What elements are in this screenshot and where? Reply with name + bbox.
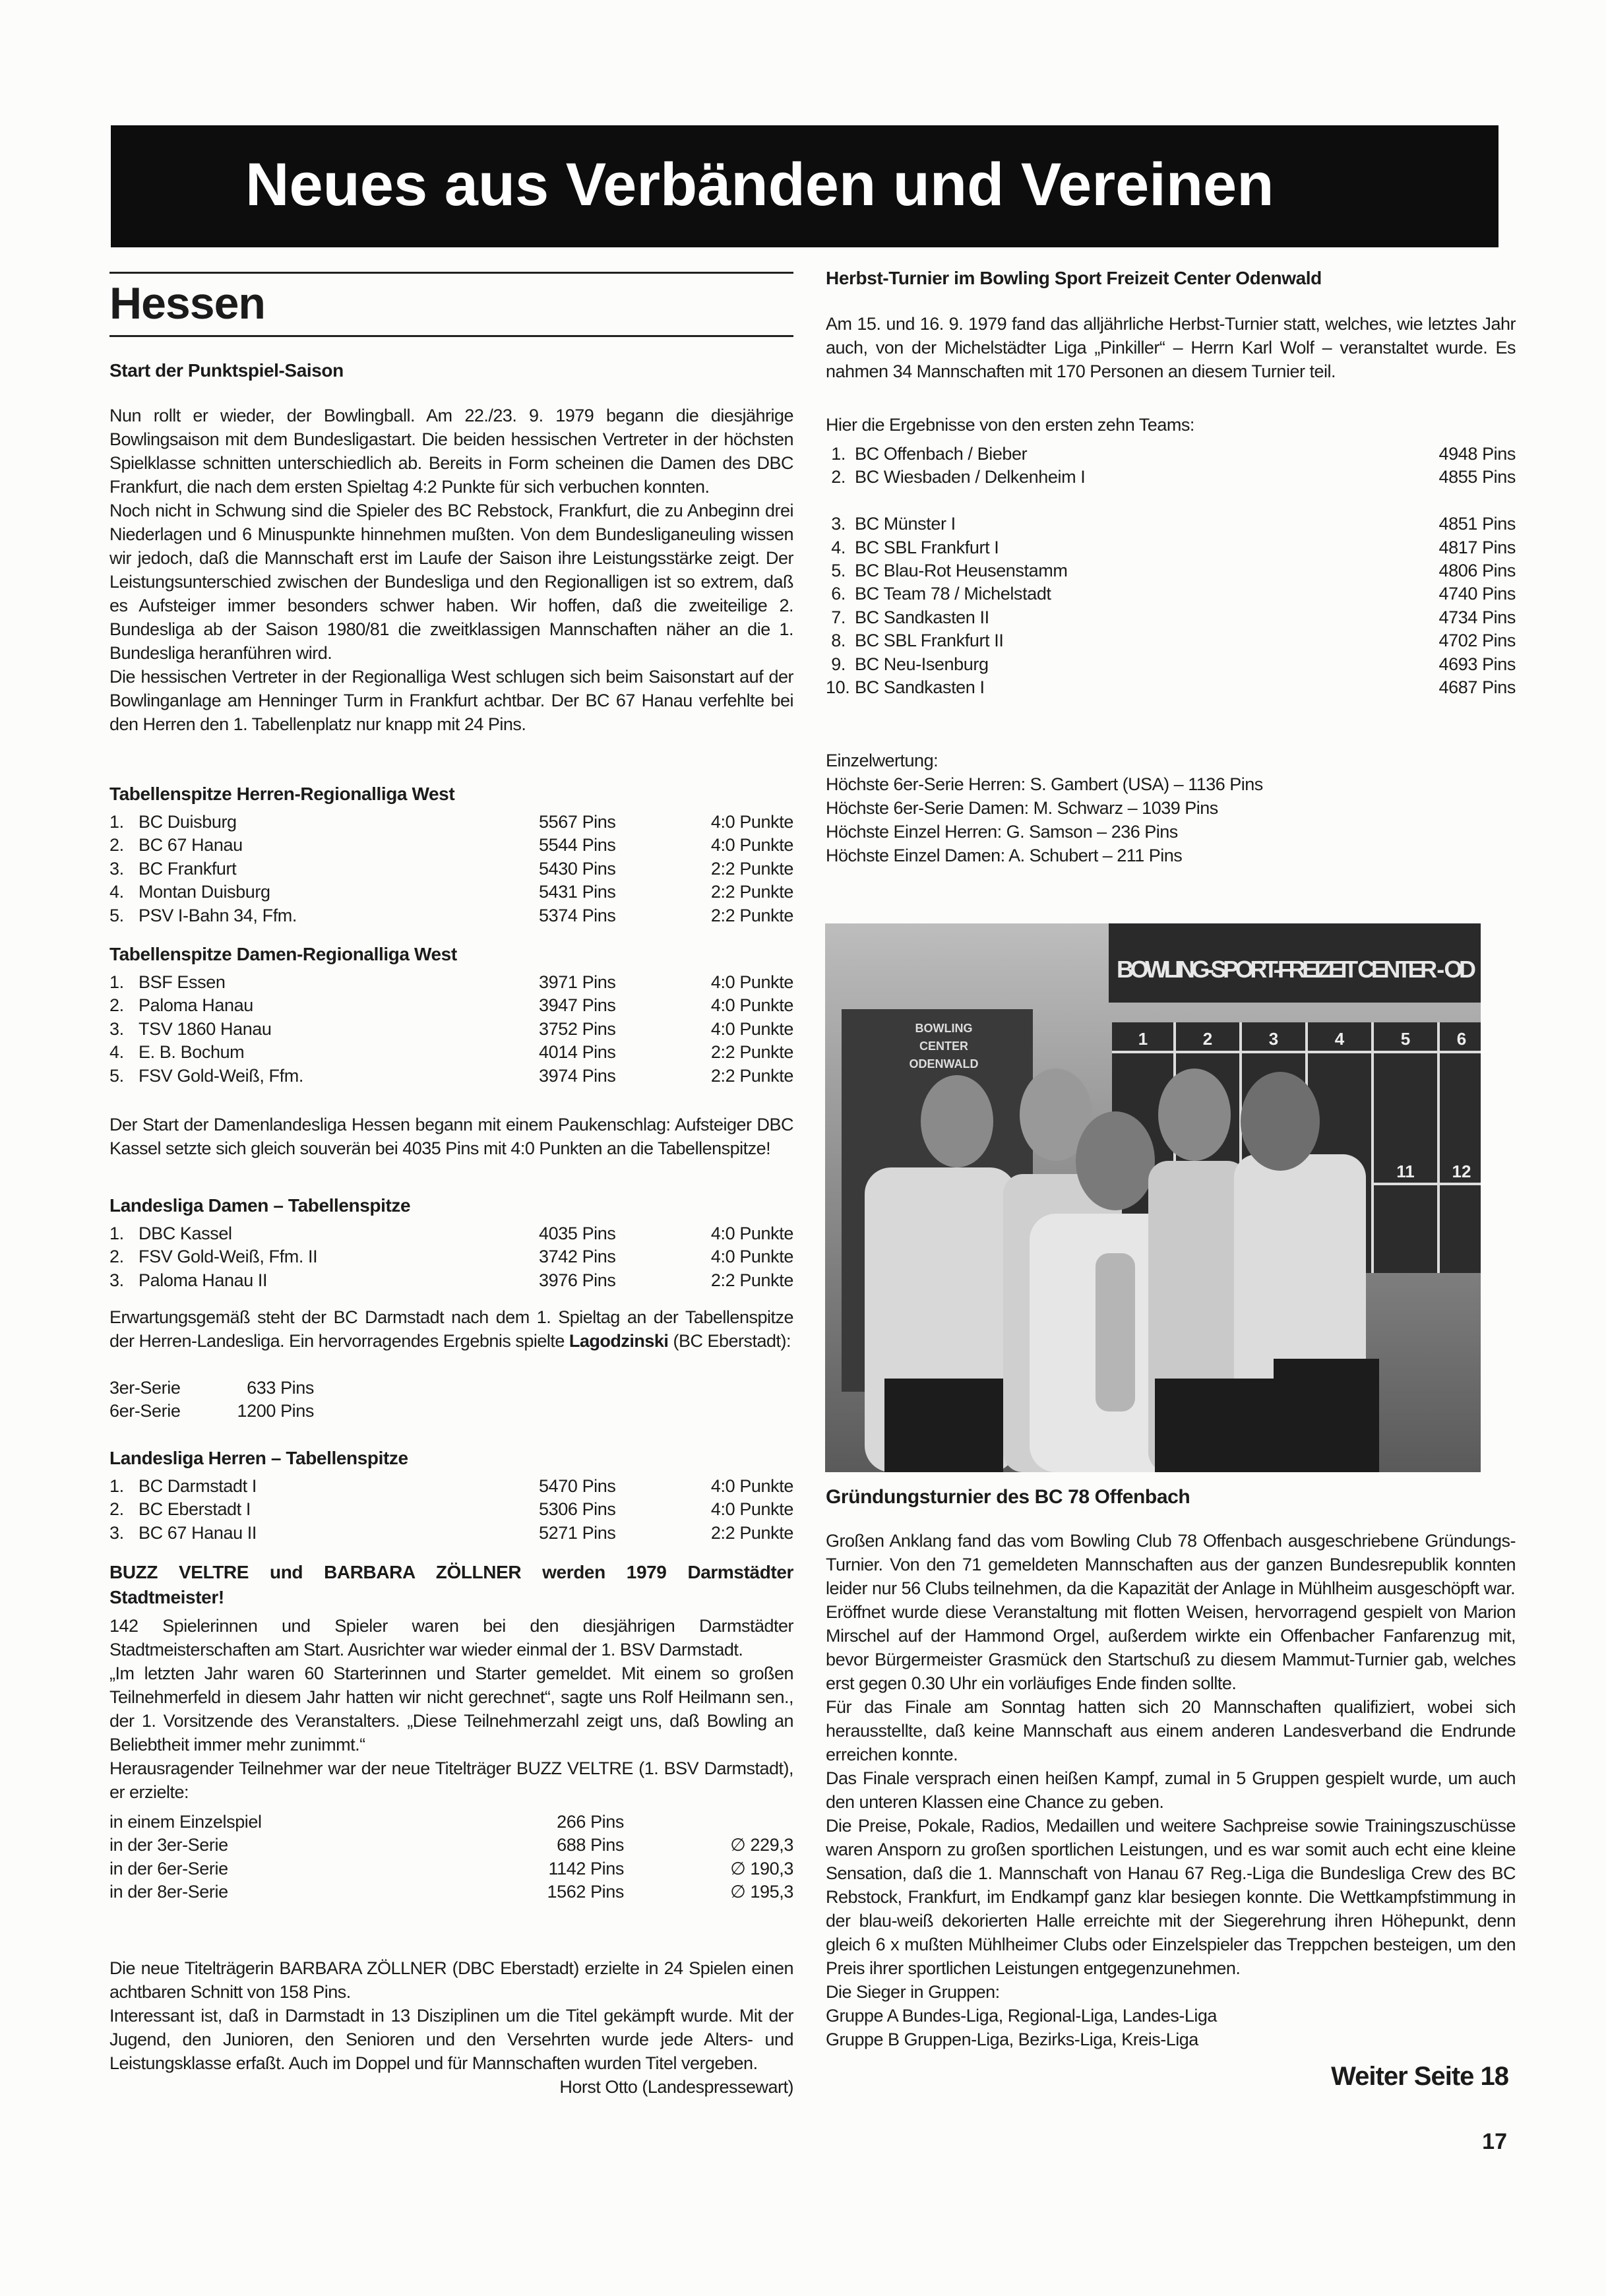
cell-points: 4:0 Punkte: [710, 812, 793, 832]
list-item: Höchste Einzel Herren: G. Samson – 236 Pins: [826, 822, 1178, 842]
cell-pins: 1142 Pins: [548, 1858, 624, 1878]
table-row: [109, 1475, 793, 1498]
cell-team: Montan Duisburg: [139, 882, 270, 902]
photo-illustration: [825, 923, 1481, 1472]
continued-link[interactable]: Weiter Seite 18: [1331, 2062, 1508, 2091]
cell-pins: 4948 Pins: [1438, 444, 1516, 464]
cell-rank: 6.: [831, 584, 846, 604]
table-row: [109, 1222, 793, 1245]
cell-pins: 3752 Pins: [539, 1018, 616, 1039]
cell-rank: 1.: [109, 812, 124, 832]
table-heading: Tabellenspitze Herren-Regionalliga West: [109, 784, 455, 804]
cell-rank: 2.: [109, 995, 124, 1016]
table-row: [826, 443, 1516, 466]
text: Erwartungsgemäß steht der BC Darmstadt nach dem 1. Spieltag an der Tabellenspitze der Herren-Landesliga. Ein hervorragendes Ergebnis spielte: [109, 1307, 793, 1351]
cell-pins: 4851 Pins: [1438, 514, 1516, 534]
table-row: [109, 1811, 793, 1834]
results-group: [826, 443, 1516, 489]
paragraph: Für das Finale am Sonntag hatten sich 20 Mannschaften qualifiziert, wobei sich herausstellte, daß keine Mannschaft aus einem anderen Landesverband die Endrunde erreichen konnte.: [826, 1697, 1516, 1764]
paragraph: Nun rollt er wieder, der Bowlingball. Am 22./23. 9. 1979 begann die diesjährige Bowlingsaison mit dem Bundesligastart. Die beiden hessischen Vertreter in der höchsten Spielklasse schnitten unterschiedlich ab. Bereits in Form scheinen die Damen des DBC Frankfurt, die nach dem ersten Spieltag 4:2 Punkte für sich verbuchen konnten.: [109, 406, 793, 497]
spacer: [826, 489, 1516, 512]
table-row: [109, 1269, 793, 1292]
cell-rank: 5.: [831, 561, 846, 581]
cell-points: 2:2 Punkte: [710, 882, 793, 902]
cell-pins: 4855 Pins: [1438, 467, 1516, 487]
author-signature: Horst Otto (Landespressewart): [559, 2077, 793, 2097]
cell-rank: 2.: [109, 1499, 124, 1520]
cell-avg: ∅ 190,3: [730, 1858, 793, 1878]
standings-table: [109, 811, 793, 927]
list-item: Höchste Einzel Damen: A. Schubert – 211 Pins: [826, 846, 1183, 865]
table-row: [109, 1834, 793, 1857]
cell-team: BC Offenbach / Bieber: [855, 444, 1028, 464]
cell-pins: 1562 Pins: [547, 1882, 624, 1902]
section-banner: [111, 125, 1498, 247]
cell-label: 6er-Serie: [109, 1401, 181, 1421]
cell-rank: 3.: [109, 1270, 124, 1290]
cell-pins: 4035 Pins: [539, 1224, 616, 1243]
cell-team: BC Wiesbaden / Delkenheim I: [855, 467, 1086, 487]
cell-points: 2:2 Punkte: [710, 1042, 793, 1063]
cell-points: 4:0 Punkte: [710, 1476, 793, 1496]
cell-pins: 266 Pins: [557, 1812, 624, 1832]
cell-rank: 2.: [831, 467, 846, 487]
results-group: [826, 512, 1516, 699]
cell-label: in der 6er-Serie: [109, 1858, 228, 1878]
cell-pins: 4702 Pins: [1438, 631, 1516, 651]
cell-rank: 3.: [109, 1522, 124, 1543]
article-heading: Gründungsturnier des BC 78 Offenbach: [826, 1486, 1190, 1508]
cell-rank: 1.: [109, 1476, 124, 1496]
paragraph: Die Preise, Pokale, Radios, Medaillen und weitere Sachpreise sowie Trainingszuschüsse waren Ansporn zu großen sportlichen Leistungen, und es war somit auch echt eine kleine Sensation, daß die 1. Mannschaft von Hanau 67 Reg.-Liga die Bundesliga Crew des BC Rebstock, Frankfurt, im Endkampf ganz klar besiegen konnte. Die Wettkampfstimmung in der blau-weiß dekorierten Halle erreichte mit der Siegerehrung ihren Höhepunkt, denn gleich 6 x mußten Mühlheimer Clubs oder Einzelspieler das Treppchen besteigen, um den Preis ihrer sportlichen Leistungen entgegenzunehmen.: [826, 1816, 1516, 1978]
paragraph: Am 15. und 16. 9. 1979 fand das alljährliche Herbst-Turnier statt, welches, wie letztes Jahr auch, von der Michelstädter Liga „Pinkiller“ – Herrn Karl Wolf – veranstaltet wurde. Es nahmen 34 Mannschaften mit 170 Personen an diesem Turnier teil.: [826, 314, 1516, 381]
cell-rank: 2.: [109, 835, 124, 855]
svg-text:2: 2: [1202, 1029, 1213, 1049]
cell-rank: 3.: [831, 514, 846, 534]
cell-rank: 2.: [109, 1247, 124, 1267]
list-item: Höchste 6er-Serie Damen: M. Schwarz – 1039 Pins: [826, 798, 1218, 818]
cell-team: BC 67 Hanau II: [139, 1522, 257, 1543]
paragraph: „Im letzten Jahr waren 60 Starterinnen und Starter gemeldet. Mit einem so großen Teilnehmerfeld in diesem Jahr hatten wir nicht gerechnet“, sagte uns Rolf Heilmann sen., der 1. Vorsitzende des Veranstalters. „Diese Teilnehmerzahl zeigt uns, daß Bowling an Beliebtheit immer mehr zunimmt.“: [109, 1663, 793, 1754]
team-photo: [825, 923, 1481, 1472]
svg-text:12: 12: [1452, 1162, 1471, 1181]
standings-table: [109, 971, 793, 1088]
cell-pins: 5306 Pins: [539, 1499, 616, 1520]
cell-pins: 5430 Pins: [539, 858, 616, 879]
cell-points: 2:2 Punkte: [710, 858, 793, 879]
paragraph: Die hessischen Vertreter in der Regionalliga West schlugen sich beim Saisonstart auf der Bowlinganlage am Henninger Turm in Frankfurt achtbar. Der BC 67 Hanau verfehlte bei den Herren den 1. Tabellenplatz nur knapp mit 24 Pins.: [109, 667, 793, 734]
cell-pins: 4687 Pins: [1438, 677, 1516, 698]
table-row: [826, 536, 1516, 559]
cell-points: 2:2 Punkte: [710, 905, 793, 925]
cell-avg: ∅ 195,3: [730, 1882, 793, 1902]
table-row: [826, 466, 1516, 489]
svg-text:3: 3: [1268, 1029, 1279, 1049]
cell-team: BC SBL Frankfurt II: [855, 631, 1004, 651]
table-row: [109, 1880, 793, 1904]
article-body: [826, 1529, 1516, 2051]
paragraph: [109, 1305, 793, 1353]
cell-pins: 5470 Pins: [539, 1476, 616, 1496]
cell-pins: 1200 Pins: [237, 1401, 314, 1421]
paragraph: Eröffnet wurde diese Veranstaltung mit flotten Weisen, hervorragend gespielt von Marion Mirschel auf der Hammond Orgel, außerdem wirkte ein Offenbacher Fanfarenzug mit, bevor Bürgermeister Grasmück den Startschuß zu diesem Mammut-Turnier gab, welches erst gegen 0.30 Uhr ein vorläufiges Ende finden sollte.: [826, 1602, 1516, 1693]
cell-team: BC Team 78 / Michelstadt: [855, 584, 1051, 604]
cell-label: in der 3er-Serie: [109, 1835, 228, 1855]
svg-text:ODENWALD: ODENWALD: [909, 1057, 979, 1070]
list-item: Höchste 6er-Serie Herren: S. Gambert (USA) – 1136 Pins: [826, 774, 1263, 794]
cell-points: 2:2 Punkte: [710, 1270, 793, 1290]
table-row: [826, 606, 1516, 629]
cell-pins: 4734 Pins: [1438, 607, 1516, 627]
cell-team: TSV 1860 Hanau: [139, 1018, 272, 1039]
cell-rank: 7.: [831, 607, 846, 627]
text: (BC Eberstadt):: [673, 1331, 791, 1351]
article-body: [109, 1614, 793, 1804]
table-row: [109, 1857, 793, 1880]
svg-text:4: 4: [1334, 1029, 1345, 1049]
table-row: [109, 857, 793, 881]
cell-rank: 4.: [109, 882, 124, 902]
svg-text:1: 1: [1138, 1029, 1148, 1049]
cell-rank: 1.: [109, 1224, 124, 1243]
paragraph: Die Sieger in Gruppen:: [826, 1982, 1000, 2002]
cell-rank: 5.: [109, 905, 124, 925]
cell-points: 4:0 Punkte: [710, 995, 793, 1016]
cell-pins: 5567 Pins: [539, 812, 616, 832]
cell-avg: ∅ 229,3: [730, 1835, 793, 1855]
table-row: [109, 971, 793, 994]
paragraph: Der Start der Damenlandesliga Hessen begann mit einem Paukenschlag: Aufsteiger DBC Kassel setzte sich gleich souverän bei 4035 Pins mit 4:0 Punkten an die Tabellenspitze!: [109, 1115, 793, 1158]
people: [865, 1069, 1379, 1472]
sign-text: BOWLING-SPORT-FREIZEIT CENTER - OD: [1117, 956, 1476, 983]
cell-avg: [624, 1811, 793, 1834]
table-row: [826, 676, 1516, 699]
cell-pins: 3971 Pins: [539, 972, 616, 992]
article-heading: Start der Punktspiel-Saison: [109, 360, 344, 381]
cell-team: Paloma Hanau II: [139, 1270, 268, 1290]
cell-team: FSV Gold-Weiß, Ffm.: [139, 1065, 303, 1086]
cell-pins: 4806 Pins: [1438, 561, 1516, 581]
table-row: [109, 811, 793, 834]
cell-rank: 1.: [831, 444, 846, 464]
table-row: [109, 1018, 793, 1041]
cell-label: in der 8er-Serie: [109, 1882, 228, 1902]
table-row: [109, 1377, 793, 1400]
cell-pins: 633 Pins: [247, 1378, 314, 1398]
paragraph: Großen Anklang fand das vom Bowling Club 78 Offenbach ausgeschriebene Gründungs-Turnier. Von den 71 gemeldeten Mannschaften aus der ganzen Bundesrepublik konnten leider nur 56 Clubs teilnehmen, da die Kapazität der Anlage in Mühlheim ausgeschöpft war.: [826, 1531, 1516, 1598]
cell-team: PSV I-Bahn 34, Ffm.: [139, 905, 297, 925]
svg-text:11: 11: [1396, 1162, 1415, 1181]
cell-team: DBC Kassel: [139, 1224, 232, 1243]
cell-team: BC Darmstadt I: [139, 1476, 257, 1496]
cell-team: BC Eberstadt I: [139, 1499, 251, 1520]
cell-rank: 10.: [826, 677, 850, 698]
cell-pins: 688 Pins: [557, 1835, 624, 1855]
table-row: [109, 881, 793, 904]
series-list: [109, 1377, 793, 1423]
cell-points: 4:0 Punkte: [710, 1018, 793, 1039]
divider: [109, 335, 793, 337]
cell-team: BC Blau-Rot Heusenstamm: [855, 561, 1068, 581]
results-table: [826, 443, 1516, 699]
paragraph: Herausragender Teilnehmer war der neue Titelträger BUZZ VELTRE (1. BSV Darmstadt), er erzielte:: [109, 1758, 793, 1802]
cell-team: FSV Gold-Weiß, Ffm. II: [139, 1247, 318, 1267]
text: Interessant ist, daß in Darmstadt in 13 Disziplinen um die Titel gekämpft wurde. Mit der Jugend, den Junioren, den Senioren und den Versehrten wurde jede Alters- und Leistungsklasse erfaßt. Auch im Doppel und für Mannschaften wurden Titel vergeben.: [109, 2006, 793, 2073]
paragraph: [109, 2004, 793, 2097]
table-row: [109, 1245, 793, 1268]
cell-pins: 3947 Pins: [539, 995, 616, 1016]
table-row: [826, 629, 1516, 652]
cell-rank: 3.: [109, 858, 124, 879]
cell-rank: 9.: [831, 654, 846, 674]
cell-points: 4:0 Punkte: [710, 835, 793, 855]
article-heading: BUZZ VELTRE und BARBARA ZÖLLNER werden 1979 Darmstädter Stadtmeister!: [109, 1562, 793, 1607]
cell-rank: 4.: [831, 537, 846, 557]
table-row: [109, 904, 793, 927]
svg-text:5: 5: [1400, 1029, 1411, 1049]
cell-team: BC SBL Frankfurt I: [855, 537, 999, 557]
svg-text:BOWLING: BOWLING: [915, 1022, 973, 1035]
cell-points: 4:0 Punkte: [710, 1247, 793, 1267]
article-body: [109, 1956, 793, 2099]
svg-text:CENTER: CENTER: [919, 1039, 969, 1053]
cell-rank: 4.: [109, 1042, 124, 1063]
cell-rank: 1.: [109, 972, 124, 992]
table-row: [109, 1400, 793, 1423]
trophy: [1096, 1253, 1135, 1412]
cell-team: BC Münster I: [855, 514, 956, 534]
table-row: [826, 512, 1516, 536]
cell-pins: 5374 Pins: [539, 905, 616, 925]
divider: [109, 272, 793, 274]
region-heading: Hessen: [109, 278, 265, 328]
cell-rank: 3.: [109, 1018, 124, 1039]
cell-team: BC Frankfurt: [139, 858, 237, 879]
table-row: [109, 994, 793, 1017]
table-heading: Tabellenspitze Damen-Regionalliga West: [109, 944, 457, 964]
paragraph: Gruppe A Bundes-Liga, Regional-Liga, Landes-Liga: [826, 2006, 1217, 2026]
cell-team: BC Neu-Isenburg: [855, 654, 989, 674]
cell-rank: 8.: [831, 631, 846, 651]
table-row: [826, 653, 1516, 676]
cell-team: BC Sandkasten I: [855, 677, 985, 698]
cell-team: Paloma Hanau: [139, 995, 253, 1016]
cell-rank: 5.: [109, 1065, 124, 1086]
individual-results: [826, 749, 1516, 867]
standings-table: [109, 1475, 793, 1545]
table-row: [109, 1522, 793, 1545]
paragraph: Gruppe B Gruppen-Liga, Bezirks-Liga, Kreis-Liga: [826, 2030, 1198, 2049]
table-row: [109, 834, 793, 857]
results-table: [109, 1811, 793, 1904]
cell-team: BC 67 Hanau: [139, 835, 243, 855]
table-heading: Landesliga Damen – Tabellenspitze: [109, 1195, 411, 1216]
subheading: Einzelwertung:: [826, 751, 939, 770]
cell-team: BSF Essen: [139, 972, 226, 992]
cell-team: BC Sandkasten II: [855, 607, 989, 627]
table-row: [826, 559, 1516, 582]
cell-points: 2:2 Punkte: [710, 1065, 793, 1086]
cell-pins: 4693 Pins: [1438, 654, 1516, 674]
cell-label: in einem Einzelspiel: [109, 1812, 262, 1832]
table-heading: Landesliga Herren – Tabellenspitze: [109, 1448, 408, 1468]
article-body: [109, 404, 793, 736]
page-number: 17: [1482, 2129, 1507, 2154]
paragraph: Noch nicht in Schwung sind die Spieler des BC Rebstock, Frankfurt, die zu Anbeginn drei Niederlagen und 6 Minuspunkte hinnehmen mußten. Von dem Bundesliganeuling wissen wir jedoch, daß die Mannschaft erst im Laufe der Saison ihre Leistungsstärke zeigt. Der Leistungsunterschied zwischen der Bundesliga und den Regionalligen ist so extrem, daß es Aufsteiger immer besonders schwer haben. Wir hoffen, daß die zweiteilige 2. Bundesliga ab der Saison 1980/81 die zweitklassigen Mannschaften näher an die 1. Bundesliga heranführen wird.: [109, 501, 793, 663]
page-title: Neues aus Verbänden und Vereinen: [245, 151, 1274, 218]
svg-text:6: 6: [1456, 1029, 1467, 1049]
article-heading: Herbst-Turnier im Bowling Sport Freizeit Center Odenwald: [826, 268, 1322, 288]
cell-points: 4:0 Punkte: [710, 972, 793, 992]
cell-pins: 3974 Pins: [539, 1065, 616, 1086]
cell-pins: 4740 Pins: [1438, 584, 1516, 604]
cell-pins: 3742 Pins: [539, 1247, 616, 1267]
cell-label: 3er-Serie: [109, 1378, 181, 1398]
cell-pins: 4014 Pins: [539, 1042, 616, 1063]
cell-points: 4:0 Punkte: [710, 1499, 793, 1520]
cell-team: BC Duisburg: [139, 812, 237, 832]
cell-points: 4:0 Punkte: [710, 1224, 793, 1243]
cell-pins: 5544 Pins: [539, 835, 616, 855]
cell-pins: 3976 Pins: [539, 1270, 616, 1290]
player-name: Lagodzinski: [569, 1331, 669, 1351]
table-row: [109, 1498, 793, 1521]
standings-table: [109, 1222, 793, 1292]
cell-pins: 4817 Pins: [1438, 537, 1516, 557]
cell-pins: 5271 Pins: [539, 1522, 616, 1543]
paragraph: Die neue Titelträgerin BARBARA ZÖLLNER (DBC Eberstadt) erzielte in 24 Spielen einen achtbaren Schnitt von 158 Pins.: [109, 1958, 793, 2002]
paragraph: Hier die Ergebnisse von den ersten zehn Teams:: [826, 415, 1194, 435]
cell-pins: 5431 Pins: [539, 882, 616, 902]
paragraph: Das Finale versprach einen heißen Kampf, zumal in 5 Gruppen gespielt wurde, um auch den unteren Klassen eine Chance zu geben.: [826, 1768, 1516, 1812]
table-row: [109, 1041, 793, 1064]
cell-points: 2:2 Punkte: [710, 1522, 793, 1543]
cell-team: E. B. Bochum: [139, 1042, 245, 1063]
table-row: [826, 582, 1516, 605]
paragraph: 142 Spielerinnen und Spieler waren bei den diesjährigen Darmstädter Stadtmeisterschaften am Start. Ausrichter war wieder einmal der 1. BSV Darmstadt.: [109, 1616, 793, 1660]
table-row: [109, 1065, 793, 1088]
